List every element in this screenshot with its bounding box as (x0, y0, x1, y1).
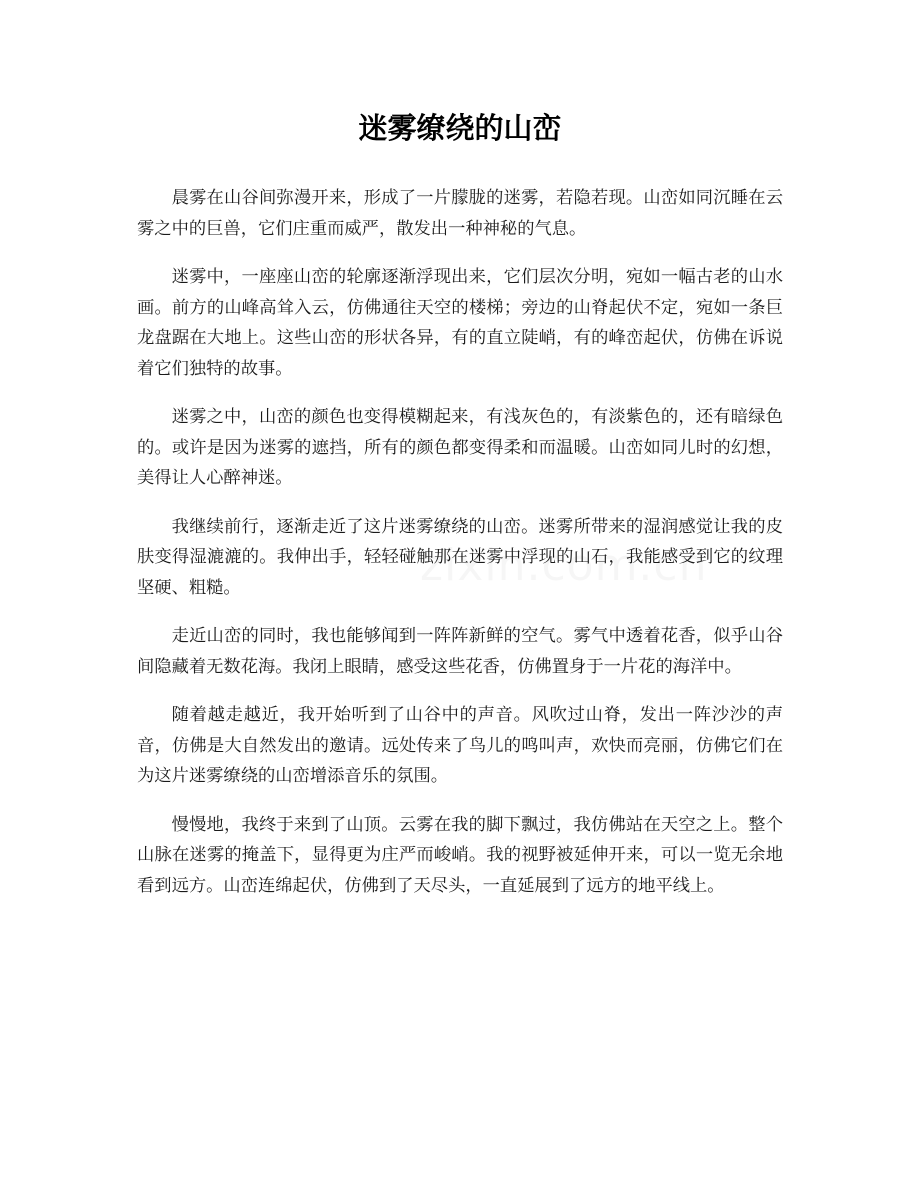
paragraph: 晨雾在山谷间弥漫开来，形成了一片朦胧的迷雾，若隐若现。山峦如同沉睡在云雾之中的巨兽，它们庄重而威严，散发出一种神秘的气息。 (137, 188, 783, 239)
paragraph: 迷雾之中，山峦的颜色也变得模糊起来，有浅灰色的，有淡紫色的，还有暗绿色的。或许是因为迷雾的遮挡，所有的颜色都变得柔和而温暖。山峦如同儿时的幻想，美得让人心醉神迷。 (137, 407, 783, 488)
paragraph: 随着越走越近，我开始听到了山谷中的声音。风吹过山脊，发出一阵沙沙的声音，仿佛是大自然发出的邀请。远处传来了鸟儿的鸣叫声，欢快而亮丽，仿佛它们在为这片迷雾缭绕的山峦增添音乐的氛围。 (137, 705, 783, 786)
document-title: 迷雾缭绕的山峦 (358, 111, 562, 145)
paragraph: 走近山峦的同时，我也能够闻到一阵阵新鲜的空气。雾气中透着花香，似乎山谷间隐藏着无数花海。我闭上眼睛，感受这些花香，仿佛置身于一片花的海洋中。 (137, 626, 783, 677)
paragraph: 慢慢地，我终于来到了山顶。云雾在我的脚下飘过，我仿佛站在天空之上。整个山脉在迷雾的掩盖下，显得更为庄严而峻峭。我的视野被延伸开来，可以一览无余地看到远方。山峦连绵起伏，仿佛到了天尽头，一直延展到了远方的地平线上。 (137, 814, 783, 896)
document-body (137, 183, 783, 919)
paragraph: 我继续前行，逐渐走近了这片迷雾缭绕的山峦。迷雾所带来的湿润感觉让我的皮肤变得湿漉漉的。我伸出手，轻轻碰触那在迷雾中浮现的山石，我能感受到它的纹理坚硬、粗糙。 (137, 516, 783, 598)
paragraph: 迷雾中，一座座山峦的轮廓逐渐浮现出来，它们层次分明，宛如一幅古老的山水画。前方的山峰高耸入云，仿佛通往天空的楼梯；旁边的山脊起伏不定，宛如一条巨龙盘踞在大地上。这些山峦的形状各异，有的直立陡峭，有的峰峦起伏，仿佛在诉说着它们独特的故事。 (137, 267, 783, 379)
